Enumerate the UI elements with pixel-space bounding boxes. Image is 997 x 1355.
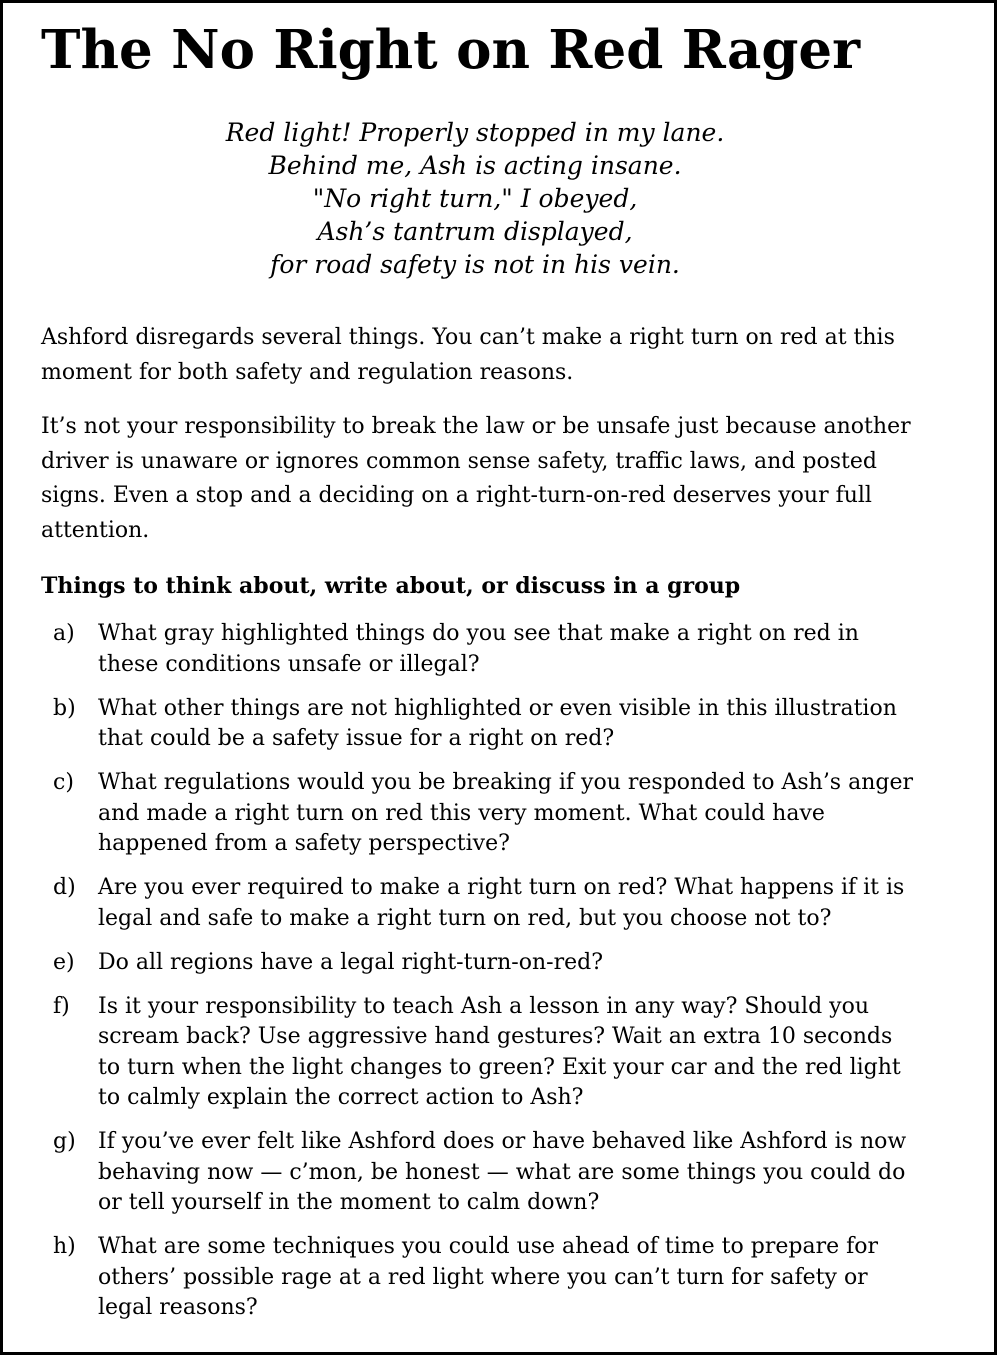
discussion-question	[41, 992, 921, 1114]
poem-line: Ash’s tantrum displayed,	[317, 217, 633, 246]
poem-line: "No right turn," I obeyed,	[312, 184, 638, 213]
question-text: Do all regions have a legal right-turn-on-red?	[98, 949, 604, 975]
intro-paragraph: Ashford disregards several things. You can’t make a right turn on red at this moment for both safety and regulation reasons.	[41, 325, 895, 385]
question-text: What regulations would you be breaking if you responded to Ash’s anger and made a right turn on red this very moment. What could have happened from a safety perspective?	[98, 770, 913, 856]
poem-line: for road safety is not in his vein.	[270, 250, 680, 279]
discussion-heading: Things to think about, write about, or discuss in a group	[41, 573, 741, 599]
question-text: What are some techniques you could use ahead of time to prepare for others’ possible rage at a red light where you can’t turn for safety or legal reasons?	[98, 1234, 879, 1320]
poem-line: Red light! Properly stopped in my lane.	[225, 118, 725, 147]
question-letter: g)	[53, 1129, 76, 1154]
limerick-poem	[3, 116, 947, 281]
question-letter: f)	[53, 993, 70, 1019]
responsibility-paragraph: It’s not your responsibility to break the law or be unsafe just because another driver is unaware or ignores common sense safety, traffic laws, and posted signs. Even a stop and a deciding on a right-turn-on-red deserves your full attention.	[41, 414, 911, 543]
discussion-question-list	[41, 619, 921, 1337]
question-letter: a)	[53, 621, 75, 646]
discussion-question	[41, 1127, 921, 1219]
discussion-question	[41, 1232, 921, 1324]
question-text: What other things are not highlighted or even visible in this illustration that could be a safety issue for a right on red?	[98, 695, 897, 751]
discussion-question	[41, 948, 921, 979]
poem-line: Behind me, Ash is acting insane.	[268, 151, 682, 180]
question-letter: b)	[53, 695, 76, 721]
question-text: Are you ever required to make a right turn on red? What happens if it is legal and safe to make a right turn on red, but you choose not to?	[98, 875, 905, 931]
question-text: What gray highlighted things do you see that make a right on red in these conditions unsafe or illegal?	[98, 621, 859, 677]
question-letter: d)	[53, 875, 76, 900]
page-title: The No Right on Red Rager	[41, 19, 861, 81]
question-letter: h)	[53, 1234, 76, 1259]
question-letter: e)	[53, 949, 75, 975]
question-text: Is it your responsibility to teach Ash a lesson in any way? Should you scream back? Use aggressive hand gestures? Wait an extra 10 seconds to turn when the light changes to green? Exit your car and the red light to calmly explain the correct action to Ash?	[98, 993, 901, 1110]
question-text: If you’ve ever felt like Ashford does or have behaved like Ashford is now behaving now — c’mon, be honest — what are some things you could do or tell yourself in the moment to calm down?	[98, 1129, 907, 1215]
question-letter: c)	[53, 770, 74, 795]
discussion-question	[41, 768, 921, 860]
discussion-question	[41, 619, 921, 680]
discussion-question	[41, 694, 921, 755]
discussion-question	[41, 873, 921, 934]
